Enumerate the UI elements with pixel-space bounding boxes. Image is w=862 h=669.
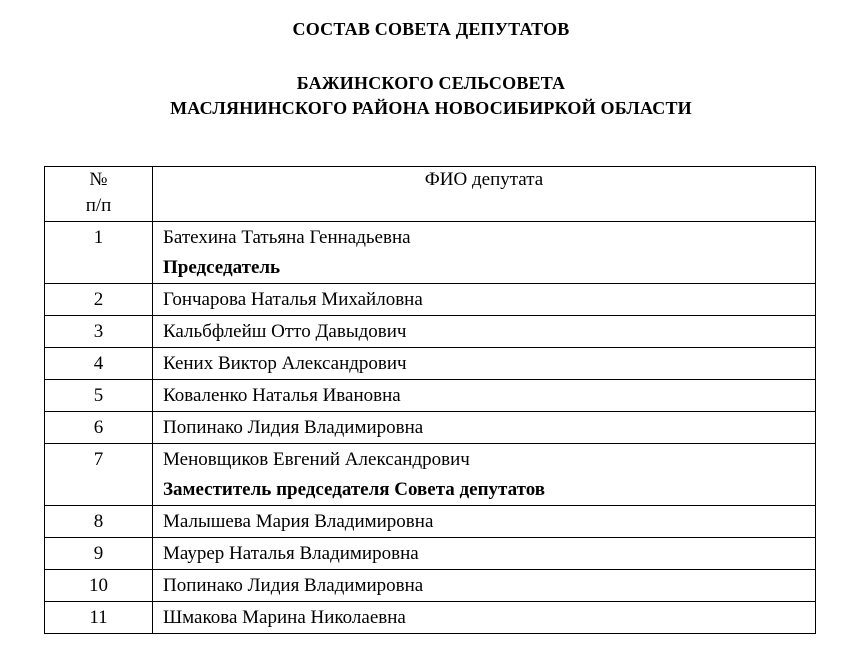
row-number: 9: [45, 538, 153, 570]
table-row: [45, 222, 816, 284]
row-number: 3: [45, 316, 153, 348]
header-number-abbr: п/п: [85, 195, 112, 216]
table-row: [45, 380, 816, 412]
table-row: [45, 602, 816, 634]
document-title: СОСТАВ СОВЕТА ДЕПУТАТОВ: [292, 19, 570, 39]
deputies-table: [44, 166, 816, 634]
row-number: 6: [45, 412, 153, 444]
row-number: 8: [45, 506, 153, 538]
row-number: 2: [45, 284, 153, 316]
row-number: 11: [45, 602, 153, 634]
document-subtitle-region: МАСЛЯНИНСКОГО РАЙОНА НОВОСИБИРКОЙ ОБЛАСТИ: [170, 98, 692, 118]
deputy-name: Малышева Мария Владимировна: [153, 506, 816, 538]
header-number-symbol: №: [89, 169, 108, 190]
table-row: [45, 444, 816, 506]
table-row: [45, 412, 816, 444]
table-row: [45, 316, 816, 348]
deputy-name: Попинако Лидия Владимировна: [153, 570, 816, 602]
row-number: 7: [45, 444, 153, 506]
table-row: [45, 538, 816, 570]
table-row: [45, 284, 816, 316]
deputy-name: Батехина Татьяна Геннадьевна: [163, 227, 411, 248]
deputy-role: Председатель: [163, 257, 281, 278]
row-number: 4: [45, 348, 153, 380]
header-name-cell: ФИО депутата: [153, 167, 816, 222]
deputy-name: Кальбфлейш Отто Давыдович: [153, 316, 816, 348]
header-number-cell: [45, 167, 153, 222]
table-row: [45, 348, 816, 380]
deputy-name: Коваленко Наталья Ивановна: [153, 380, 816, 412]
deputy-name: Маурер Наталья Владимировна: [153, 538, 816, 570]
deputy-name: Меновщиков Евгений Александрович: [163, 449, 470, 470]
deputy-name: Гончарова Наталья Михайловна: [153, 284, 816, 316]
table-row: [45, 506, 816, 538]
deputy-name: Шмакова Марина Николаевна: [153, 602, 816, 634]
row-number: 10: [45, 570, 153, 602]
deputy-name: Кених Виктор Александрович: [153, 348, 816, 380]
deputy-cell: [153, 444, 816, 506]
row-number: 1: [45, 222, 153, 284]
row-number: 5: [45, 380, 153, 412]
deputy-name: Попинако Лидия Владимировна: [153, 412, 816, 444]
deputy-role: Заместитель председателя Совета депутатов: [163, 479, 545, 500]
table-header-row: [45, 167, 816, 222]
table-row: [45, 570, 816, 602]
deputy-cell: [153, 222, 816, 284]
document-subtitle-council: БАЖИНСКОГО СЕЛЬСОВЕТА: [296, 73, 566, 93]
